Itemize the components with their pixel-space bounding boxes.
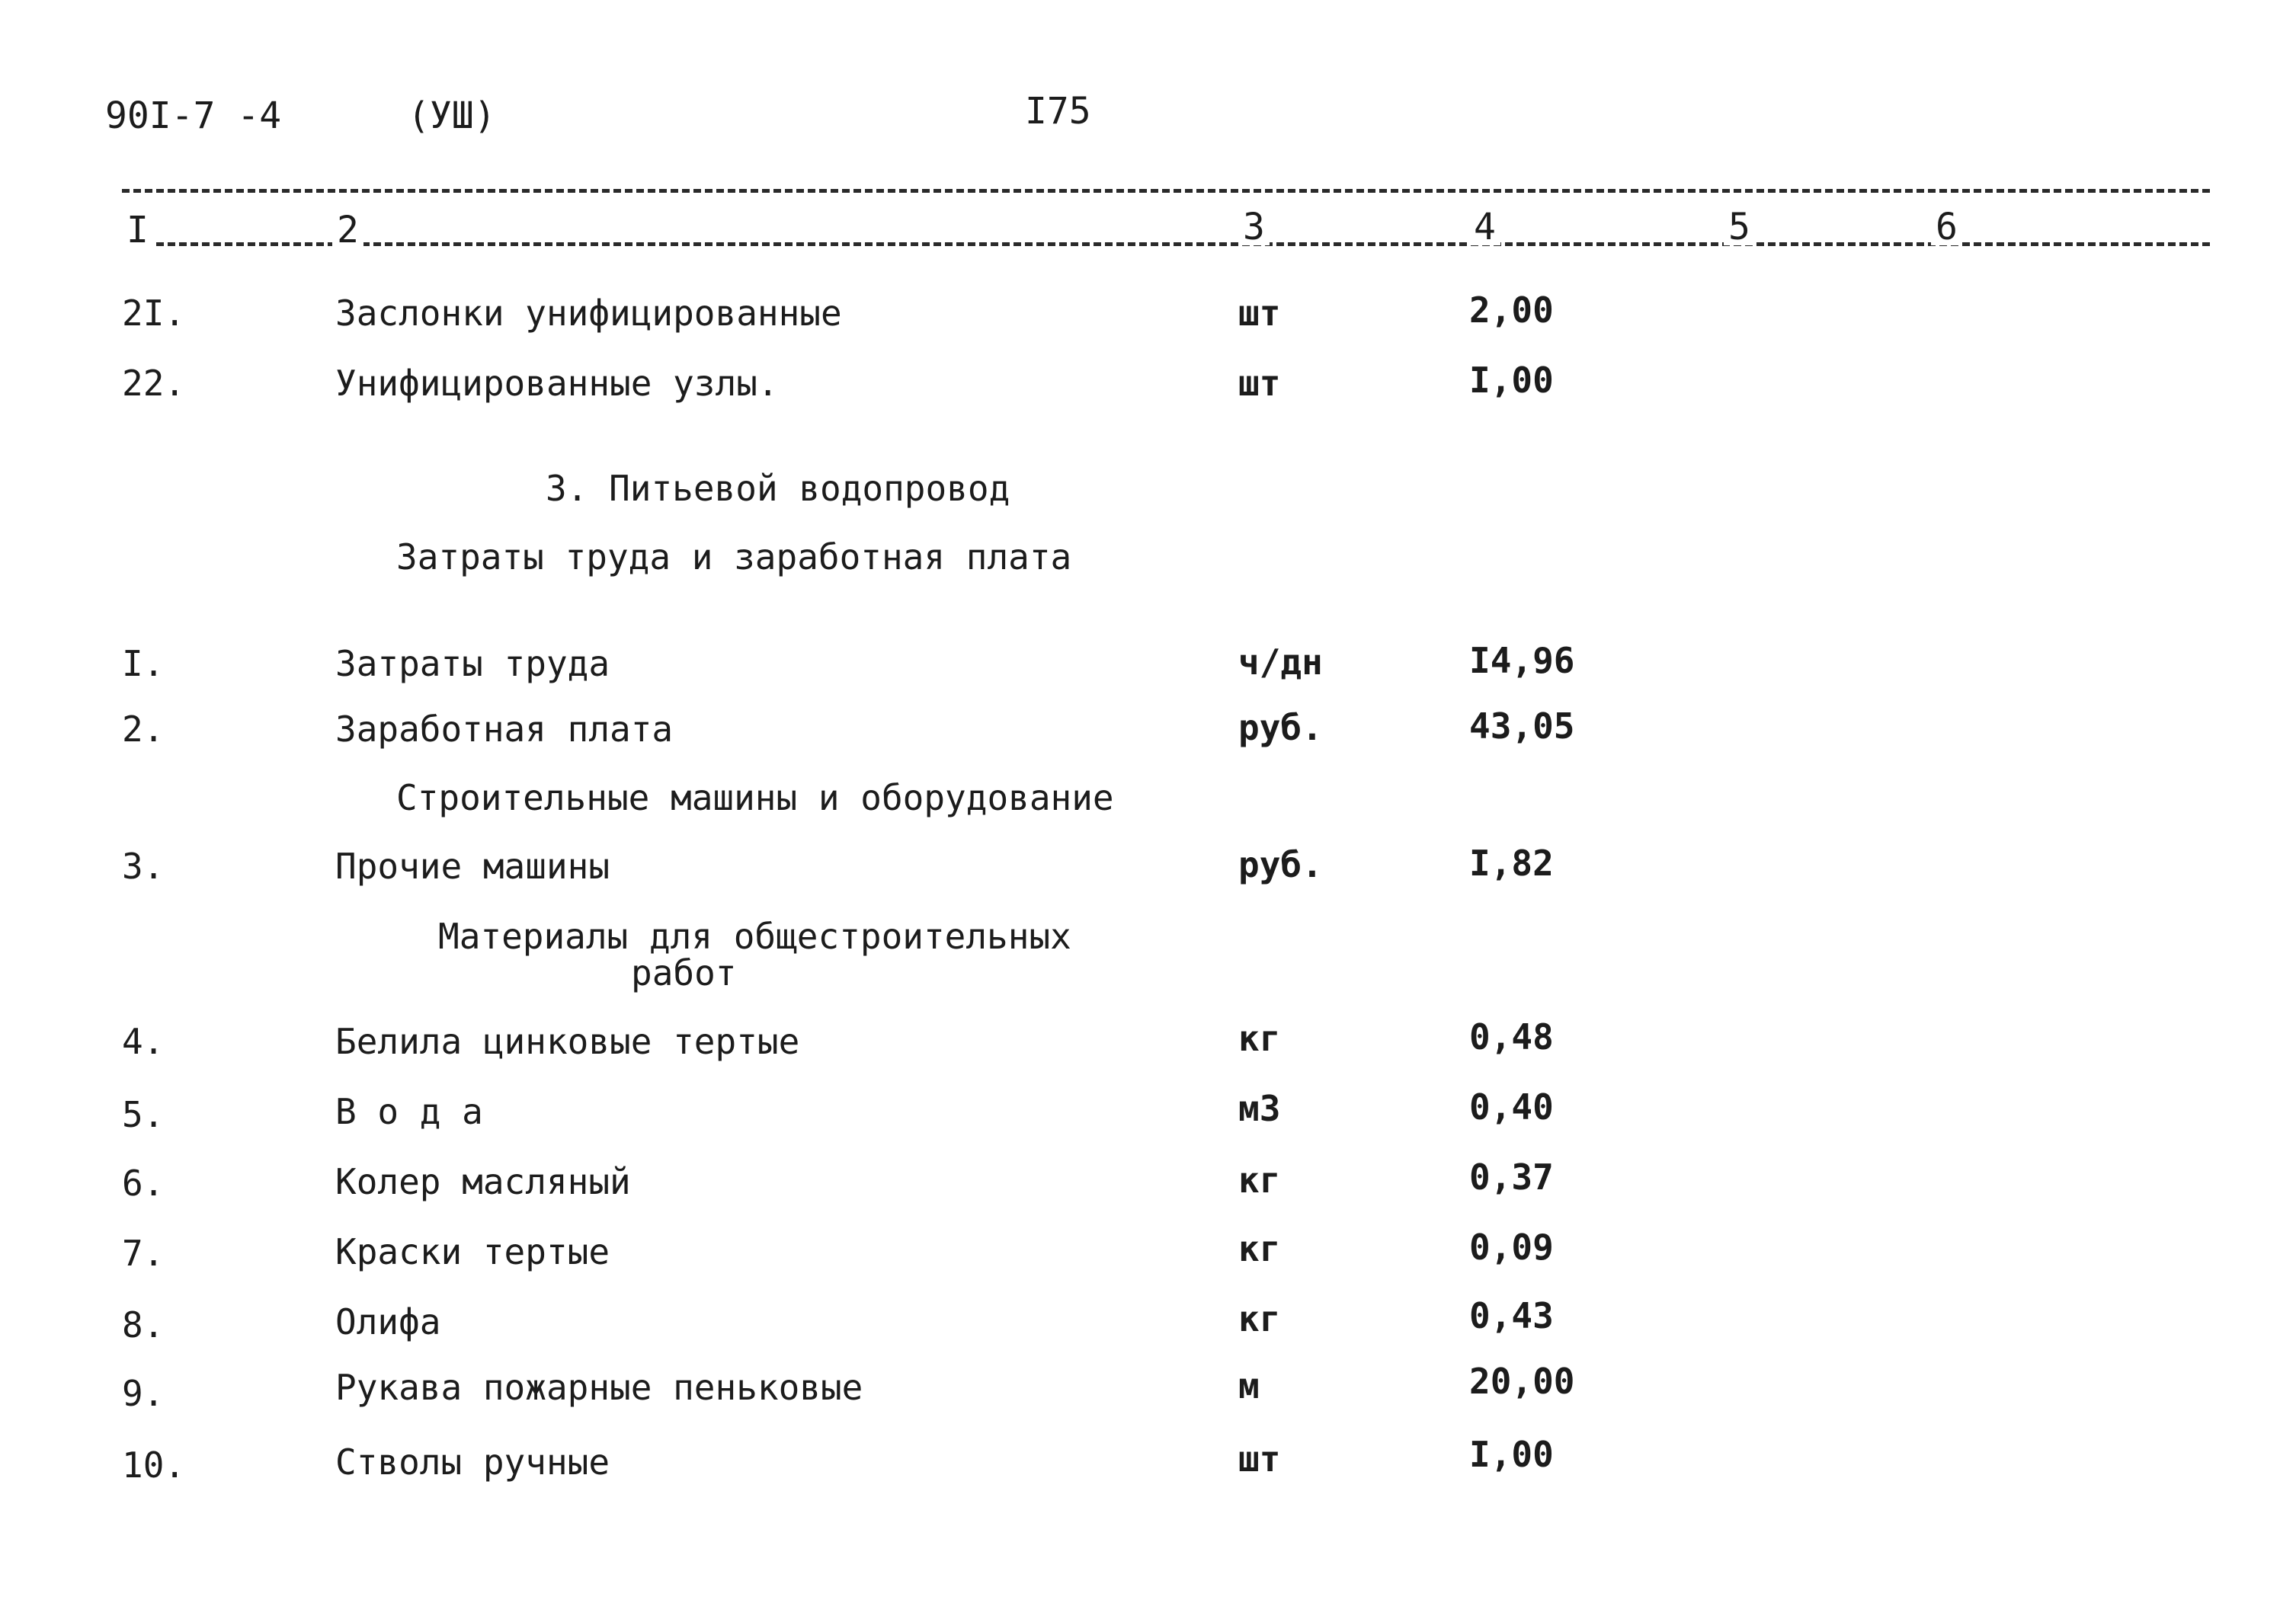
item-unit: руб. [1238,707,1323,748]
item-name: Заслонки унифицированные [335,293,842,334]
column-number-1: I [122,212,153,248]
item-unit: м [1238,1365,1260,1406]
document-part: (УШ) [408,94,496,137]
item-unit: кг [1238,1018,1281,1059]
item-unit: шт [1238,1438,1281,1480]
item-name: Прочие машины [335,846,610,887]
row-number: 4. [122,1021,165,1062]
item-unit: кг [1238,1298,1281,1339]
item-value: 0,37 [1469,1157,1554,1198]
item-value: I4,96 [1469,640,1575,681]
section-title: 3. Питьевой водопровод [546,468,1010,509]
row-number: 7. [122,1233,165,1274]
row-number: 3. [122,846,165,887]
item-name: В о д а [335,1091,483,1132]
item-value: 0,40 [1469,1086,1554,1128]
row-number: 5. [122,1094,165,1135]
document-code: 90I-7 -4 [105,94,282,137]
item-value: I,00 [1469,1434,1554,1475]
column-number-3: 3 [1238,209,1270,245]
item-value: I,82 [1469,843,1554,884]
item-name: Унифицированные узлы. [335,363,779,404]
row-number: 2. [122,709,165,750]
column-number-4: 4 [1469,209,1500,245]
item-value: 2,00 [1469,290,1554,331]
table-header-bottom-rule [122,242,2210,246]
item-name: Стволы ручные [335,1441,610,1483]
item-value: 0,09 [1469,1227,1554,1268]
subsection-title-labor: Затраты труда и заработная плата [396,536,1072,578]
row-number: 6. [122,1163,165,1204]
item-unit: шт [1238,363,1281,404]
item-value: 20,00 [1469,1361,1575,1402]
item-name: Колер масляный [335,1161,631,1202]
item-name: Рукава пожарные пеньковые [335,1367,863,1408]
item-value: 0,43 [1469,1295,1554,1336]
item-unit: руб. [1238,844,1323,885]
row-number: 2I. [122,293,186,334]
row-number: I. [122,643,165,684]
item-unit: кг [1238,1228,1281,1269]
page-number: I75 [1025,90,1091,133]
item-unit: шт [1238,293,1281,334]
subsection-title-machines: Строительные машины и оборудование [396,777,1114,818]
item-unit: ч/дн [1238,642,1323,683]
item-value: 0,48 [1469,1016,1554,1057]
item-name: Заработная плата [335,709,674,750]
item-name: Краски тертые [335,1231,610,1272]
item-value: I,00 [1469,360,1554,401]
item-value: 43,05 [1469,706,1575,747]
column-number-2: 2 [332,212,363,248]
item-name: Белила цинковые тертые [335,1021,800,1062]
subsection-title-materials-line2: работ [631,952,737,993]
column-number-6: 6 [1931,209,1962,245]
item-name: Затраты труда [335,643,610,684]
row-number: 22. [122,363,186,404]
row-number: 10. [122,1445,186,1486]
subsection-title-materials: Материалы для общестроительных [438,916,1071,957]
item-unit: кг [1238,1160,1281,1201]
column-number-5: 5 [1724,209,1755,245]
row-number: 8. [122,1304,165,1345]
table-header-top-rule [122,189,2210,193]
item-unit: м3 [1238,1088,1281,1129]
row-number: 9. [122,1373,165,1414]
item-name: Олифа [335,1301,441,1342]
